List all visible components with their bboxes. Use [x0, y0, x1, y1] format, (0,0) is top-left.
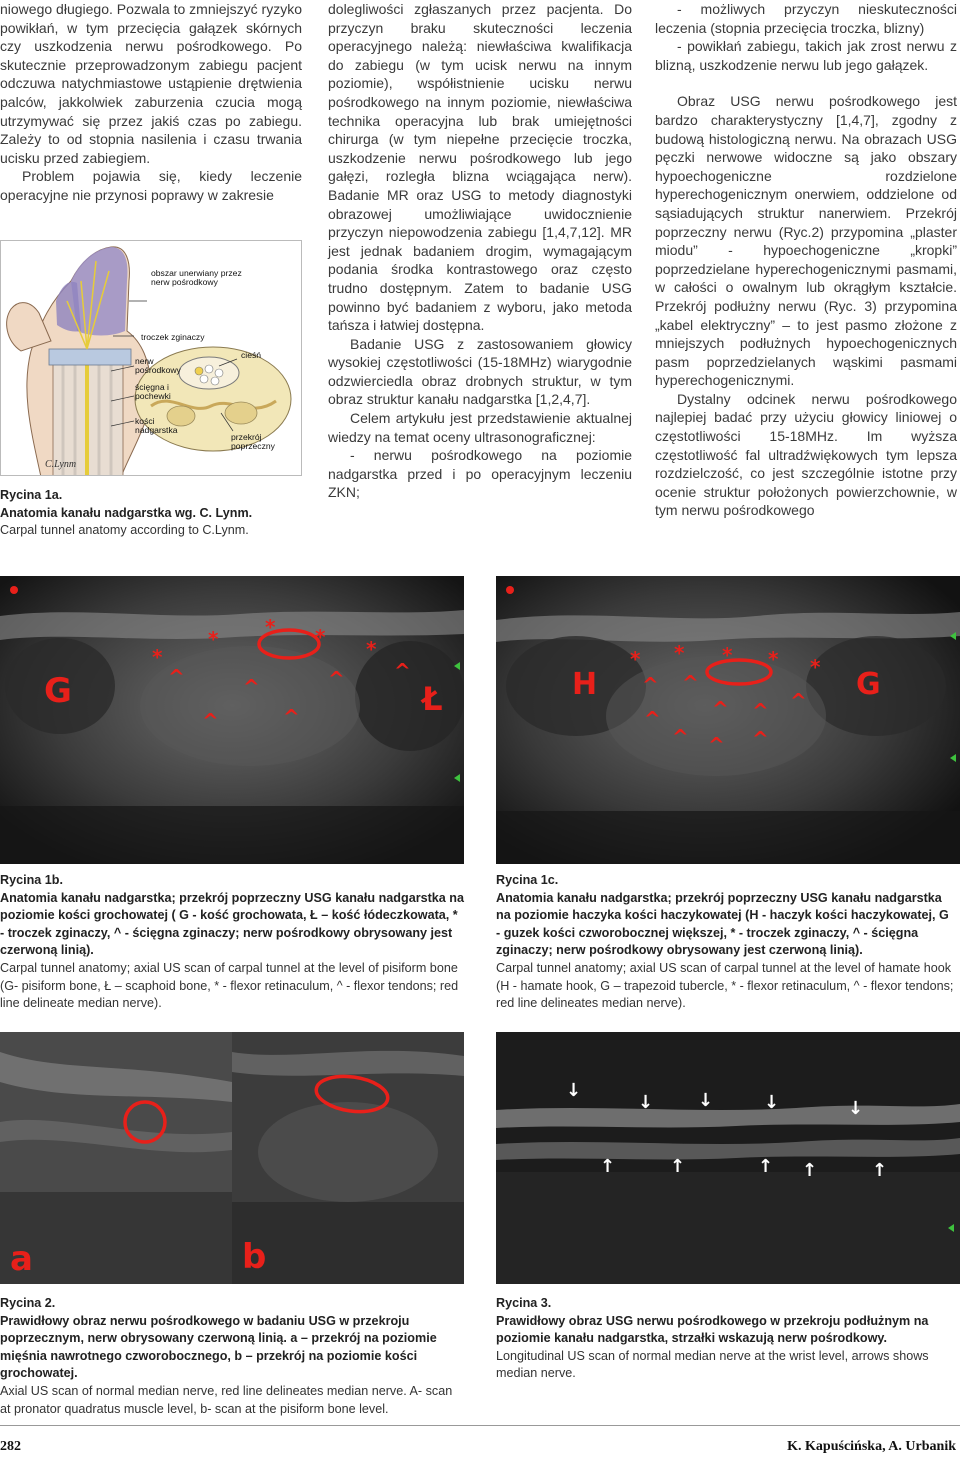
caption-fig1a-english: Carpal tunnel anatomy according to C.Lynm. [0, 523, 249, 538]
label-retinaculum: troczek zginaczy [141, 332, 205, 342]
retinaculum-marker: * [152, 645, 163, 669]
label-isthmus: cieśń [241, 350, 262, 360]
col3-paragraph-3: Obraz USG nerwu pośrodkowego jest bardzo charakterystyczny [1,4,7], zgodny z budową histologiczną nerwu. Na obrazach USG pęczki nerwowe widoczne są jako obszary hypoechogeniczne rozdzielone hyperechogenicznym onerwiem, oddzielone od sąsiadujących struktur nanerwiem. Przekrój poprzeczny nerwu (Ryc.2) przypomina „plaster miodu” - hypoechogeniczne „kropki” poprzedzielane hyperechogenicznymi pasmami, w całości o owalnym lub okrągłym kształcie. Przekrój podłużny nerwu (Ryc. 3) przypomina „kabel elektryczny” – to jest pasmo złożone z mniejszych podłużnych hypoechogenicznych pasm poprzedzielanych wąskimi pasmami hyperechogenicznymi. [655, 93, 957, 389]
footer-divider [0, 1425, 960, 1426]
caption-fig1b-polish: Anatomia kanału nadgarstka; przekrój poprzeczny USG kanału nadgarstka na poziomie kości grochowatej ( G - kość grochowata, Ł – kość łódeczkowata, * - troczek zginaczy, ^ - ścięgna zginaczy; nerw pośrodkowy obrysowany jest czerwoną linią). [0, 890, 465, 958]
caption-fig3-polish: Prawidłowy obraz USG nerwu pośrodkowego w przekroju podłużnym na poziomie kanału nadgarstka, strzałki wskazują nerw pośrodkowy. [496, 1313, 929, 1346]
nerve-arrow-down: ↓ [566, 1080, 582, 1101]
label-carpal-bones: kości nadgarstka [135, 416, 178, 435]
tendon-marker: ^ [328, 667, 345, 691]
tendon-marker: ^ [752, 727, 769, 751]
caption-fig1a-label: Rycina 1a. [0, 488, 63, 502]
nerve-arrow-up: ↑ [670, 1156, 686, 1177]
nerve-arrow-up: ↑ [802, 1160, 818, 1181]
tendon-marker: ^ [243, 675, 260, 699]
retinaculum-marker: * [208, 627, 219, 651]
nerve-arrow-up: ↑ [872, 1160, 888, 1181]
panel-letter-a: a [10, 1239, 33, 1279]
caption-fig2-label: Rycina 2. [0, 1296, 56, 1310]
caption-fig1c-polish: Anatomia kanału nadgarstka; przekrój poprzeczny USG kanału nadgarstka na poziomie haczyka kości haczykowatej (H - haczyk kości haczykowatej, G - guzek kości czworobocznej większej, * - troczek zginaczy, ^ - ścięgna zginaczy; nerw pośrodkowy obrysowany jest czerwoną linią). [496, 890, 949, 958]
col2-paragraph-2: Badanie USG z zastosowaniem głowicy wysokiej częstotliwości (15-18MHz) wiarygodnie odzwierciedla obraz drobnych struktur, w tym obraz struktur kanału nadgarstka [1,2,4,7]. [328, 335, 632, 408]
tendon-marker: ^ [672, 725, 689, 749]
retinaculum-marker: * [265, 615, 276, 639]
caption-fig2 [0, 1295, 464, 1418]
text-column-1 [0, 0, 302, 205]
retinaculum-marker: * [366, 637, 377, 661]
col2-paragraph-3: Celem artykułu jest przedstawienie aktualnej wiedzy na temat oceny ultrasonograficznej: [328, 410, 632, 445]
nerve-arrow-down: ↓ [848, 1098, 864, 1119]
tendon-marker: ^ [394, 659, 411, 683]
ultrasound-image-2a [0, 1032, 232, 1284]
retinaculum-marker: * [810, 655, 821, 679]
nerve-arrow-up: ↑ [758, 1156, 774, 1177]
tendon-marker: ^ [682, 671, 699, 695]
caption-fig3 [496, 1295, 956, 1383]
tendon-marker: ^ [642, 673, 659, 697]
tendon-marker: ^ [708, 733, 725, 757]
label-nerve-area: obszar unerwiany przez nerw pośrodkowy [151, 268, 242, 287]
col1-paragraph-1: niowego długiego. Pozwala to zmniejszyć ryzyko powikłań, w tym przecięcia gałązek skórnych czy uszkodzenia nerwu pośrodkowego. Po skutecznie przeprowadzonym zabiegu pacjent odczuwa natychmiastowe ustąpienie drętwienia palców, jakkolwiek zaburzenia czucia mogą utrzymywać się przez jakiś czas po zabiegu. Zależy to od stopnia nasilenia i czasu trwania ucisku przed zabiegiem. [0, 1, 302, 166]
col3-paragraph-1: - możliwych przyczyn nieskuteczności leczenia (stopnia przecięcia troczka, blizny) [655, 1, 957, 36]
bone-letter-g: G [44, 671, 72, 711]
caption-fig1c-label: Rycina 1c. [496, 873, 559, 887]
bone-letter-h: H [572, 667, 598, 702]
retinaculum-marker: * [674, 641, 685, 665]
tendon-marker: ^ [790, 689, 807, 713]
ultrasound-image-3 [496, 1032, 960, 1284]
retinaculum-marker: * [722, 643, 733, 667]
bone-letter-g: G [856, 667, 881, 702]
col1-paragraph-2: Problem pojawia się, kiedy leczenie operacyjne nie przynosi poprawy w zakresie [0, 168, 302, 203]
caption-fig3-english: Longitudinal US scan of normal median nerve at the wrist level, arrows shows median nerve. [496, 1348, 929, 1381]
col2-paragraph-4: - nerwu pośrodkowego na poziomie nadgarstka przed i po operacyjnym leczeniu ZKN; [328, 447, 632, 501]
illustrator-signature: C.Lynm [45, 459, 77, 470]
nerve-arrow-down: ↓ [638, 1092, 654, 1113]
col3-paragraph-2: - powikłań zabiegu, takich jak zrost nerwu z blizną, uszkodzenie nerwu lub jego gałązek. [655, 38, 957, 73]
ultrasound-image-2b [232, 1032, 464, 1284]
caption-fig1a-polish: Anatomia kanału nadgarstka wg. C. Lynm. [0, 505, 253, 520]
tendon-marker: ^ [202, 709, 219, 733]
tendon-marker: ^ [168, 665, 185, 689]
caption-fig2-english: Axial US scan of normal median nerve, red line delineates median nerve. A- scan at pronator quadratus muscle level, b- scan at the pisiform bone level. [0, 1383, 453, 1416]
label-cross-section: przekrój poprzeczny [231, 432, 275, 451]
bone-letter-l: Ł [422, 680, 443, 718]
nerve-arrow-down: ↓ [764, 1092, 780, 1113]
text-column-3 [655, 0, 957, 520]
ultrasound-image-1c [496, 576, 960, 864]
nerve-arrow-up: ↑ [600, 1156, 616, 1177]
ultrasound-image-1b [0, 576, 464, 864]
tendon-marker: ^ [644, 707, 661, 731]
caption-fig1c [496, 872, 956, 1013]
retinaculum-marker: * [315, 625, 326, 649]
caption-fig1a [0, 487, 302, 540]
retinaculum-marker: * [768, 647, 779, 671]
tendon-marker: ^ [712, 697, 729, 721]
tendon-marker: ^ [752, 699, 769, 723]
label-tendons: ścięgna i pochewki [135, 382, 171, 401]
tendon-marker: ^ [283, 705, 300, 729]
label-median-nerve: nerw pośrodkowy [135, 356, 181, 375]
col2-paragraph-1: dolegliwości zgłaszanych przez pacjenta. Do przyczyn braku skuteczności leczenia operacyjnego należą: niewłaściwa kwalifikacja do zabiegu (w tym ucisk nerwu na innym poziomie), współistnienie ucisku nerwu pośrodkowego na innym poziomie, niewłaściwa technika operacyjna lub brak umiejętności chirurga (w tym niepełne przecięcie troczka, uszkodzenie nerwu pośrodkowego lub jego gałęzi, rozległa blizna wciągająca nerw). Badanie MR oraz USG to metody diagnostyki obrazowej umożliwiające uwidocznienie przyczyn niepowodzenia zabiegu [1,4,7,12]. MR jest jednak badaniem drogim, wymagającym podania środka kontrastowego oraz często trudno dostępnym. Zatem to badanie USG powinno być badaniem z wyboru, jako metoda tańsza i łatwiej dostępna. [328, 1, 632, 334]
caption-fig3-label: Rycina 3. [496, 1296, 552, 1310]
retinaculum-marker: * [630, 647, 641, 671]
caption-fig1b-english: Carpal tunnel anatomy; axial US scan of carpal tunnel at the level of pisiform bone (G- pisiform bone, Ł – scaphoid bone, * - flexor retinaculum, ^ - flexor tendons; red line delineate median nerve). [0, 960, 459, 1011]
nerve-arrow-down: ↓ [698, 1090, 714, 1111]
carpal-tunnel-illustration [0, 240, 302, 476]
caption-fig1c-english: Carpal tunnel anatomy; axial US scan of carpal tunnel at the level of hamate hook (H - hamate hook, G – trapezoid tubercle, * - flexor retinaculum, ^ - flexor tendons; red line delineates median nerve). [496, 960, 954, 1011]
footer-authors: K. Kapuścińska, A. Urbanik [787, 1439, 956, 1454]
panel-letter-b: b [242, 1237, 267, 1277]
col3-paragraph-4: Dystalny odcinek nerwu pośrodkowego najlepiej badać przy użyciu głowicy liniowej o częstotliwości 15-18MHz. Im wyższa częstotliwość fal ultradźwiękowych tym lepsza rozdzielczość, co jest szczególnie istotne przy ocenie struktur położonych powierzchownie, w tym nerwu pośrodkowego [655, 390, 957, 519]
page-number: 282 [0, 1439, 21, 1454]
caption-fig1b-label: Rycina 1b. [0, 873, 63, 887]
caption-fig1b [0, 872, 464, 1013]
text-column-2 [328, 0, 632, 502]
caption-fig2-polish: Prawidłowy obraz nerwu pośrodkowego w badaniu USG w przekroju poprzecznym, nerw obrysowany czerwoną linią. a – przekrój na poziomie mięśnia nawrotnego czworobocznego, b – przekrój na poziomie kości grochowatej. [0, 1313, 437, 1381]
